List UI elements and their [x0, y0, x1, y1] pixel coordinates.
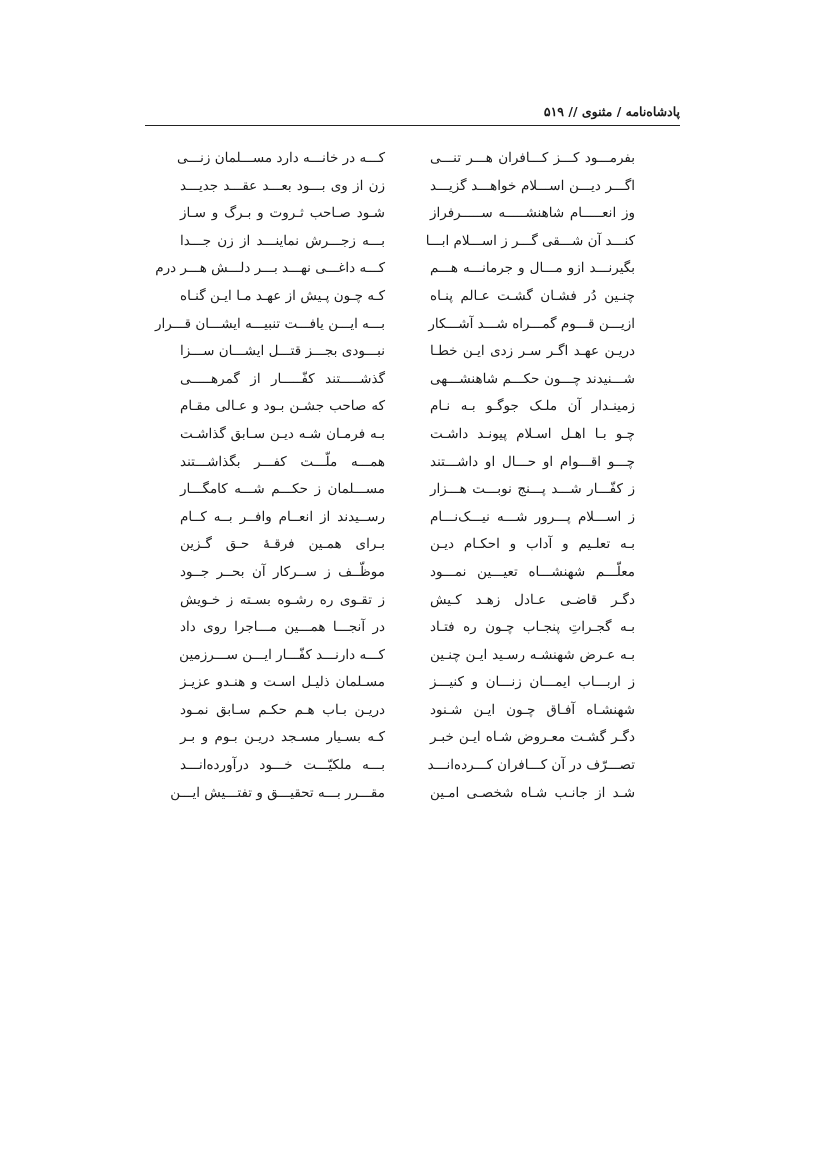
hemistich-second: که صاحب جشـن بـود و عـالی مقـام — [180, 398, 385, 415]
hemistich-second: همـــه ملّـــت کفـــر بگذاشـــتند — [180, 453, 385, 470]
hemistich-first: بـه گجـراتِ پنجـاب چـون ره فتـاد — [430, 619, 635, 636]
couplet — [180, 366, 635, 394]
couplet — [180, 283, 635, 311]
couplet — [180, 393, 635, 421]
hemistich-first: کنـــد آن شـــقی گـــر ز اســـلام ابـــا — [425, 232, 635, 249]
couplet — [180, 200, 635, 228]
hemistich-second: مسـلمان ذلیـل اسـت و هنـدو عزیـز — [180, 674, 385, 691]
hemistich-second: گذشـــــتند کفّـــــار از گمرهـــــی — [180, 370, 385, 387]
hemistich-second: دریـن بـاب هـم حکـم سـابق نمـود — [180, 701, 385, 718]
hemistich-first: بـه عـرض شهنشـه رسـید ایـن چنـین — [430, 646, 635, 663]
hemistich-first: ز کفّـــار شـــد پـــنج نوبـــت هـــزار — [430, 481, 635, 498]
hemistich-second: موظّــف ز ســرکار آن بحــر جــود — [180, 563, 385, 580]
hemistich-second: بـــه ملکیّـــت خـــود درآورده‌انـــد — [180, 757, 385, 774]
hemistich-first: دریـن عهـد اگـر سـر زدی ایـن خطـا — [430, 343, 635, 360]
couplet — [180, 173, 635, 201]
hemistich-first: چنـین دُر فشـان گشـت عـالم پنـاه — [430, 287, 635, 304]
header-rule — [145, 125, 680, 126]
hemistich-second: ز تقـوی ره رشـوه بسـته ز خـویش — [180, 591, 385, 608]
couplet — [180, 421, 635, 449]
hemistich-first: زمینـدار آن ملـک جوگـو بـه نـام — [430, 398, 635, 415]
couplet — [180, 587, 635, 615]
hemistich-first: اگـــر دیـــن اســـلام خواهـــد گزیـــد — [430, 177, 635, 194]
hemistich-first: دگـر قاضـی عـادل زهـد کـیش — [430, 591, 635, 608]
couplet — [180, 752, 635, 780]
couplet — [180, 504, 635, 532]
couplet — [155, 255, 635, 283]
hemistich-first: بـه تعلـیم و آداب و احکـام دیـن — [430, 536, 635, 553]
couplet — [170, 780, 635, 808]
hemistich-first: شهنشـاه آفـاق چـون ایـن شـنود — [430, 701, 635, 718]
hemistich-first: شـــنیدند چـــون حکـــم شاهنشـــهی — [430, 370, 635, 387]
hemistich-first: ز اســـلام پـــرور شـــه نیـــک‌نـــام — [430, 508, 635, 525]
hemistich-first: بفرمـــود کـــز کـــافران هـــر تنـــی — [430, 150, 635, 166]
couplet — [180, 724, 635, 752]
hemistich-first: چـو بـا اهـل اسـلام پیونـد داشـت — [430, 425, 635, 442]
hemistich-first: تصـــرّف در آن کـــافران کـــرده‌انـــد — [427, 757, 635, 774]
couplet — [180, 228, 635, 256]
couplet — [180, 559, 635, 587]
hemistich-second: بـــه زجـــرش نماینـــد از زن جـــدا — [180, 232, 385, 249]
poem-body — [155, 145, 635, 807]
hemistich-second: بـــه ایـــن یافـــت تنبیـــه ایشـــان قـــرار — [155, 315, 385, 332]
hemistich-second: نبـــودی بجـــز قتـــل ایشـــان ســـزا — [180, 343, 385, 360]
couplet — [177, 145, 635, 173]
hemistich-second: در آنجـــا همـــین مـــاجرا روی داد — [180, 619, 385, 636]
couplet — [180, 642, 635, 670]
hemistich-second: مســـلمان ز حکـــم شـــه کامگـــار — [180, 481, 385, 498]
hemistich-first: ازیـــن قـــوم گمـــراه شـــد آشـــکار — [428, 315, 635, 332]
hemistich-second: کـــه داغـــی نهـــد بـــر دلـــش هـــر درم — [155, 260, 385, 277]
hemistich-second: کـــه دارنـــد کفّـــار ایـــن ســـرزمین — [179, 646, 385, 663]
couplet — [180, 476, 635, 504]
hemistich-first: شـد از جانـب شـاه شخصـی امـین — [430, 784, 635, 801]
hemistich-second: کـه بسـیار مسـجد دریـن بـوم و بـر — [180, 729, 385, 746]
hemistich-second: بـرای همـین فرقـۀ حـق گـزین — [180, 536, 385, 553]
hemistich-second: کـه چـون پـیش از عهـد مـا ایـن گنـاه — [180, 287, 385, 304]
couplet — [180, 338, 635, 366]
hemistich-second: رســیدند از انعــام وافــر بــه کــام — [180, 508, 385, 525]
couplet — [180, 449, 635, 477]
couplet — [180, 697, 635, 725]
hemistich-first: دگـر گشـت معـروض شـاه ایـن خبـر — [430, 729, 635, 746]
hemistich-second: شـود صـاحب ثـروت و بـرگ و سـاز — [180, 205, 385, 222]
couplet — [180, 669, 635, 697]
hemistich-first: معلّـــم شهنشـــاه تعیـــین نمـــود — [430, 563, 635, 580]
hemistich-second: مقـــرر بـــه تحقیـــق و تفتـــیش ایـــن — [170, 784, 385, 801]
hemistich-second: کـــه در خانـــه دارد مســـلمان زنـــی — [177, 150, 385, 166]
couplet — [180, 531, 635, 559]
hemistich-first: ز اربـــاب ایمـــان زنـــان و کنیـــز — [430, 674, 635, 691]
hemistich-second: بـه فرمـان شـه دیـن سـابق گذاشـت — [180, 425, 385, 442]
hemistich-first: چـــو اقـــوام او حـــال او داشـــتند — [430, 453, 635, 470]
running-header: پادشاه‌نامه / مثنوی // ۵۱۹ — [543, 104, 680, 119]
couplet — [180, 614, 635, 642]
couplet — [155, 311, 635, 339]
hemistich-first: وز انعـــــام شاهنشـــــه ســـــرفراز — [430, 205, 635, 222]
hemistich-second: زن از وی بـــود بعـــد عقـــد جدیـــد — [180, 177, 385, 194]
hemistich-first: بگیرنـــد ازو مـــال و جرمانـــه هـــم — [430, 260, 635, 277]
